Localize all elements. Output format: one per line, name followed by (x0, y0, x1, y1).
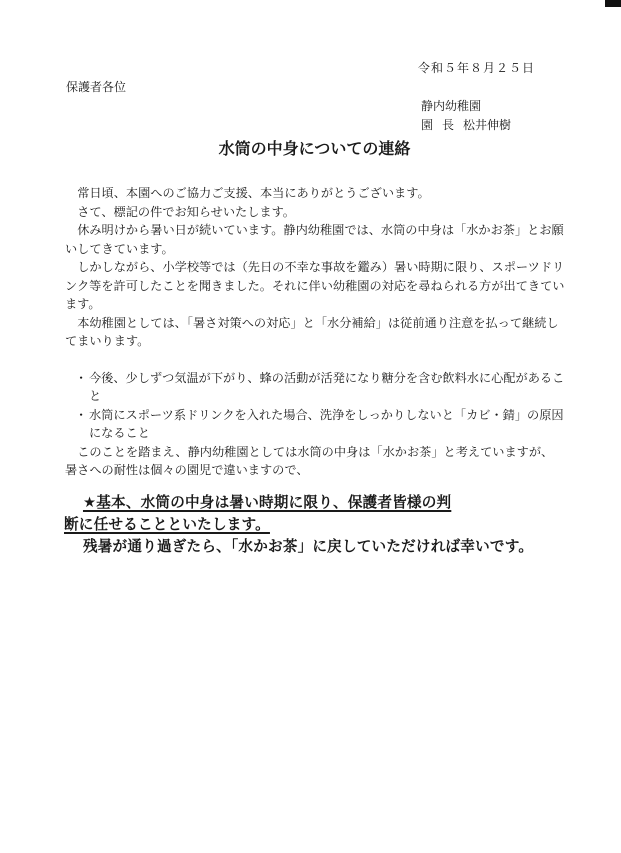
emphasis-line: 断に任せることといたします。 (64, 516, 270, 533)
sender-organization: 静内幼稚園 (421, 99, 482, 113)
list-item-text: 水筒にスポーツ系ドリンクを入れた場合、洗浄をしっかりしないと「カビ・錆」の原因になること (89, 407, 564, 440)
emphasis-block (64, 492, 564, 558)
paragraph: しかしながら、小学校等では（先日の不幸な事故を鑑み）暑い時期に限り、スポーツドリンク等を許可したことを聞きました。それに伴い幼稚園の対応を尋ねられる方が出てきています。 (65, 260, 565, 311)
closing-paragraph: このことを踏まえ、静内幼稚園としては水筒の中身は「水かお茶」と考えていますが、暑さへの耐性は個々の園児で違いますので、 (65, 444, 554, 477)
concern-list (65, 369, 565, 443)
scan-corner-mark (605, 0, 621, 7)
list-item (65, 406, 565, 443)
sender-name: 松井伸樹 (463, 118, 512, 132)
emphasis-line: ★基本、水筒の中身は暑い時期に限り、保護者皆様の判 (82, 494, 452, 511)
paragraph: 本幼稚園としては、「暑さ対策への対応」と「水分補給」は従前通り注意を払って継続してまいります。 (65, 315, 559, 348)
list-item-text: 今後、少しずつ気温が下がり、蜂の活動が活発になり糖分を含む飲料水に心配があること (89, 370, 565, 403)
document-body (65, 184, 565, 480)
sender-signature (421, 116, 511, 133)
paragraph: さて、標記の件でお知らせいたします。 (77, 204, 295, 219)
paragraph: 常日頃、本園へのご協力ご支援、本当にありがとうございます。 (77, 186, 430, 200)
sender-role: 園長 (421, 118, 464, 132)
recipient: 保護者各位 (66, 80, 127, 94)
document-date: 令和５年８月２５日 (417, 61, 535, 75)
bullet-mark: ・ (75, 370, 88, 385)
emphasis-line: 残暑が通り過ぎたら、「水かお茶」に戻していただければ幸いです。 (82, 538, 534, 555)
bullet-mark: ・ (75, 407, 88, 422)
document-title: 水筒の中身についての連絡 (218, 139, 411, 158)
list-item (65, 369, 565, 406)
paragraph: 休み明けから暑い日が続いています。静内幼稚園では、水筒の中身は「水かお茶」とお願いしてきています。 (65, 223, 564, 256)
